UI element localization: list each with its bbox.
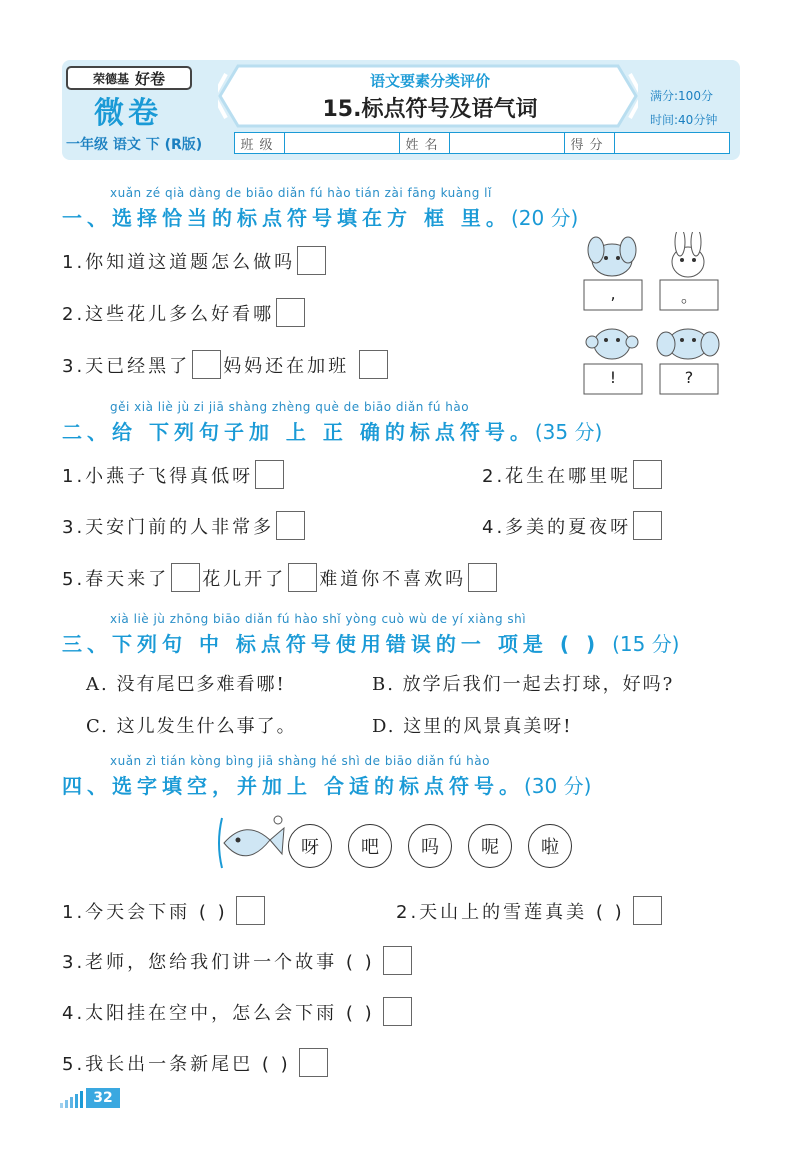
section3-title bbox=[62, 628, 680, 657]
s4-q5-text: 5.我长出一条新尾巴 ( ) bbox=[62, 1053, 291, 1075]
grade-label: 一年级 语文 下 (R版) bbox=[66, 137, 203, 153]
series-title: 微卷 bbox=[94, 96, 162, 131]
s1-q3-text-b: 妈妈还在加班 bbox=[223, 355, 350, 377]
section1-points: (20 分) bbox=[510, 206, 579, 230]
answer-box[interactable] bbox=[297, 246, 326, 275]
answer-box[interactable] bbox=[383, 997, 412, 1026]
section2-pinyin: gěi xià liè jù zi jiā shàng zhèng què de biāo diǎn fú hào bbox=[110, 400, 470, 414]
answer-box[interactable] bbox=[633, 511, 662, 540]
section1-title-text: 一、选择恰当的标点符号填在方 框 里。 bbox=[62, 206, 511, 230]
option-b[interactable]: B. 放学后我们一起去打球，好吗? bbox=[372, 674, 675, 695]
s4-q1-text: 1.今天会下雨 ( ) bbox=[62, 901, 228, 923]
section3-title-text: 三、下列句 中 标点符号使用错误的一 项是 ( ) bbox=[62, 632, 601, 656]
option-d[interactable]: D. 这里的风景真美呀! bbox=[372, 716, 573, 737]
sign-comma: , bbox=[610, 284, 616, 303]
answer-box[interactable] bbox=[255, 460, 284, 489]
time-limit: 时间:40分钟 bbox=[650, 113, 718, 127]
brand-name: 好卷 bbox=[135, 69, 166, 88]
answer-box[interactable] bbox=[171, 563, 200, 592]
publisher-logo bbox=[66, 66, 192, 90]
signal-bars-icon bbox=[60, 1090, 86, 1108]
word-bubble[interactable]: 呀 bbox=[288, 824, 332, 868]
s2-q4-text: 4.多美的夏夜呀 bbox=[482, 516, 632, 538]
s4-question-1 bbox=[62, 896, 267, 925]
sign-period: 。 bbox=[680, 287, 697, 306]
answer-box[interactable] bbox=[236, 896, 265, 925]
s1-question-1 bbox=[62, 246, 328, 275]
answer-box[interactable] bbox=[288, 563, 317, 592]
sign-exclamation: ! bbox=[609, 368, 617, 387]
word-bubble[interactable]: 啦 bbox=[528, 824, 572, 868]
s2-question-1 bbox=[62, 460, 286, 489]
s2-question-4 bbox=[482, 511, 664, 540]
s2-question-3 bbox=[62, 511, 307, 540]
score-info bbox=[650, 84, 717, 132]
word-bubble[interactable]: 吗 bbox=[408, 824, 452, 868]
answer-box[interactable] bbox=[276, 511, 305, 540]
section4-points: (30 分) bbox=[523, 774, 592, 798]
answer-box[interactable] bbox=[359, 350, 388, 379]
word-bubble[interactable]: 呢 bbox=[468, 824, 512, 868]
section3-pinyin: xià liè jù zhōng biāo diǎn fú hào shǐ yòng cuò wù de yí xiàng shì bbox=[110, 612, 527, 626]
word-bubble[interactable]: 吧 bbox=[348, 824, 392, 868]
option-a[interactable]: A. 没有尾巴多难看哪! bbox=[86, 674, 286, 695]
page-number: 32 bbox=[86, 1088, 120, 1108]
answer-box[interactable] bbox=[383, 946, 412, 975]
section4-title-text: 四、选字填空，并加上 合适的标点符号。 bbox=[62, 774, 524, 798]
s1-q3-text-a: 3.天已经黑了 bbox=[62, 355, 191, 377]
score-label: 得分 bbox=[565, 133, 615, 153]
s2-q5-text-a: 5.春天来了 bbox=[62, 568, 170, 590]
s2-q5-text-c: 难道你不喜欢吗 bbox=[319, 568, 467, 590]
subtitle: 语文要素分类评价 bbox=[369, 72, 490, 90]
section2-title bbox=[62, 416, 602, 445]
score-field[interactable] bbox=[615, 133, 729, 153]
section4-title bbox=[62, 770, 591, 799]
s4-q4-text: 4.太阳挂在空中，怎么会下雨 ( ) bbox=[62, 1002, 375, 1024]
name-label: 姓名 bbox=[400, 133, 450, 153]
answer-box[interactable] bbox=[633, 460, 662, 489]
name-field[interactable] bbox=[450, 133, 565, 153]
section2-title-text: 二、给 下列句子加 上 正 确的标点符号。 bbox=[62, 420, 535, 444]
s4-question-5 bbox=[62, 1048, 330, 1077]
option-c[interactable]: C. 这儿发生什么事了。 bbox=[86, 716, 297, 737]
publisher-name: 荣德基 bbox=[92, 71, 129, 86]
section1-title bbox=[62, 202, 578, 231]
s2-q5-text-b: 花儿开了 bbox=[202, 568, 287, 590]
s4-question-4 bbox=[62, 997, 414, 1026]
answer-box[interactable] bbox=[192, 350, 221, 379]
answer-box[interactable] bbox=[468, 563, 497, 592]
s1-q2-text: 2.这些花儿多么好看哪 bbox=[62, 303, 275, 325]
s4-question-2 bbox=[396, 896, 664, 925]
s1-q1-text: 1.你知道这道题怎么做吗 bbox=[62, 251, 296, 273]
s2-question-2 bbox=[482, 460, 664, 489]
s4-question-3 bbox=[62, 946, 414, 975]
s1-question-3 bbox=[62, 350, 390, 379]
section3-points: (15 分) bbox=[612, 632, 680, 656]
s4-q2-text: 2.天山上的雪莲真美 ( ) bbox=[396, 901, 625, 923]
fish-icon bbox=[212, 810, 288, 876]
s4-q3-text: 3.老师，您给我们讲一个故事 ( ) bbox=[62, 951, 375, 973]
student-info-bar bbox=[234, 132, 730, 154]
answer-box[interactable] bbox=[276, 298, 305, 327]
word-bubbles bbox=[288, 824, 572, 868]
section2-points: (35 分) bbox=[534, 420, 603, 444]
s2-q2-text: 2.花生在哪里呢 bbox=[482, 465, 632, 487]
page-title: 15.标点符号及语气词 bbox=[322, 97, 538, 122]
s1-question-2 bbox=[62, 298, 307, 327]
s2-q1-text: 1.小燕子飞得真低呀 bbox=[62, 465, 254, 487]
full-score: 满分:100分 bbox=[650, 89, 713, 103]
s2-q3-text: 3.天安门前的人非常多 bbox=[62, 516, 275, 538]
class-label: 班级 bbox=[235, 133, 285, 153]
class-field[interactable] bbox=[285, 133, 400, 153]
answer-box[interactable] bbox=[299, 1048, 328, 1077]
answer-box[interactable] bbox=[633, 896, 662, 925]
s2-question-5 bbox=[62, 563, 499, 592]
section1-pinyin: xuǎn zé qià dàng de biāo diǎn fú hào tián zài fāng kuàng lǐ bbox=[110, 186, 492, 200]
section4-pinyin: xuǎn zì tián kòng bìng jiā shàng hé shì de biāo diǎn fú hào bbox=[110, 754, 490, 768]
sign-question: ? bbox=[684, 368, 694, 387]
